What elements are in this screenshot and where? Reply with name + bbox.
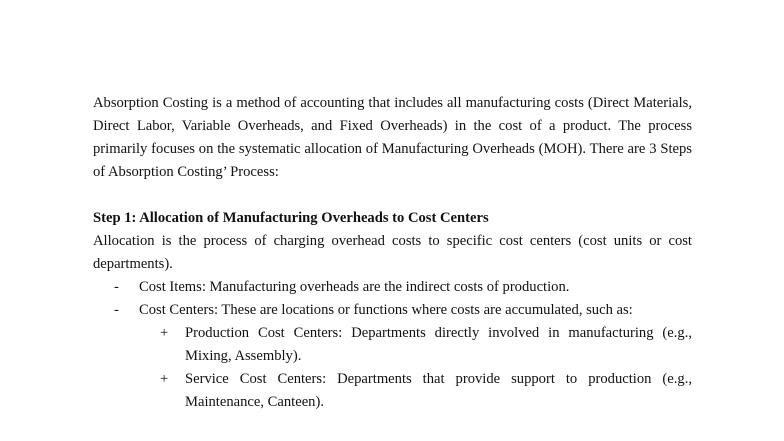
sub-bullet-text: Service Cost Centers: Departments that provide support to production (e.g., Maintenance, Canteen). — [185, 371, 692, 410]
plus-bullet-marker: + — [160, 371, 169, 387]
sub-bullet-service-cost-centers — [93, 368, 692, 414]
bullet-cost-items — [93, 276, 692, 299]
dash-bullet-marker: - — [114, 302, 119, 318]
intro-paragraph: Absorption Costing is a method of accounting that includes all manufacturing costs (Direct Materials, Direct Labor, Variable Overheads, and Fixed Overheads) in the cost of a product. The process primarily focuses on the systematic allocation of Manufacturing Overheads (MOH). There are 3 Steps of Absorption Costing’ Process: — [93, 95, 692, 180]
plus-bullet-marker: + — [160, 325, 169, 341]
step1-heading: Step 1: Allocation of Manufacturing Overheads to Cost Centers — [93, 210, 489, 226]
dash-bullet-marker: - — [114, 279, 119, 295]
document-page — [93, 92, 692, 414]
step1-description: Allocation is the process of charging overhead costs to specific cost centers (cost units or cost departments). — [93, 233, 692, 272]
bullet-text: Cost Centers: These are locations or functions where costs are accumulated, such as: — [139, 302, 633, 318]
bullet-cost-centers — [93, 299, 692, 322]
bullet-text: Cost Items: Manufacturing overheads are the indirect costs of production. — [139, 279, 570, 295]
sub-bullet-production-cost-centers — [93, 322, 692, 368]
paragraph-gap — [93, 184, 692, 207]
sub-bullet-text: Production Cost Centers: Departments directly involved in manufacturing (e.g., Mixing, Assembly). — [185, 325, 692, 364]
